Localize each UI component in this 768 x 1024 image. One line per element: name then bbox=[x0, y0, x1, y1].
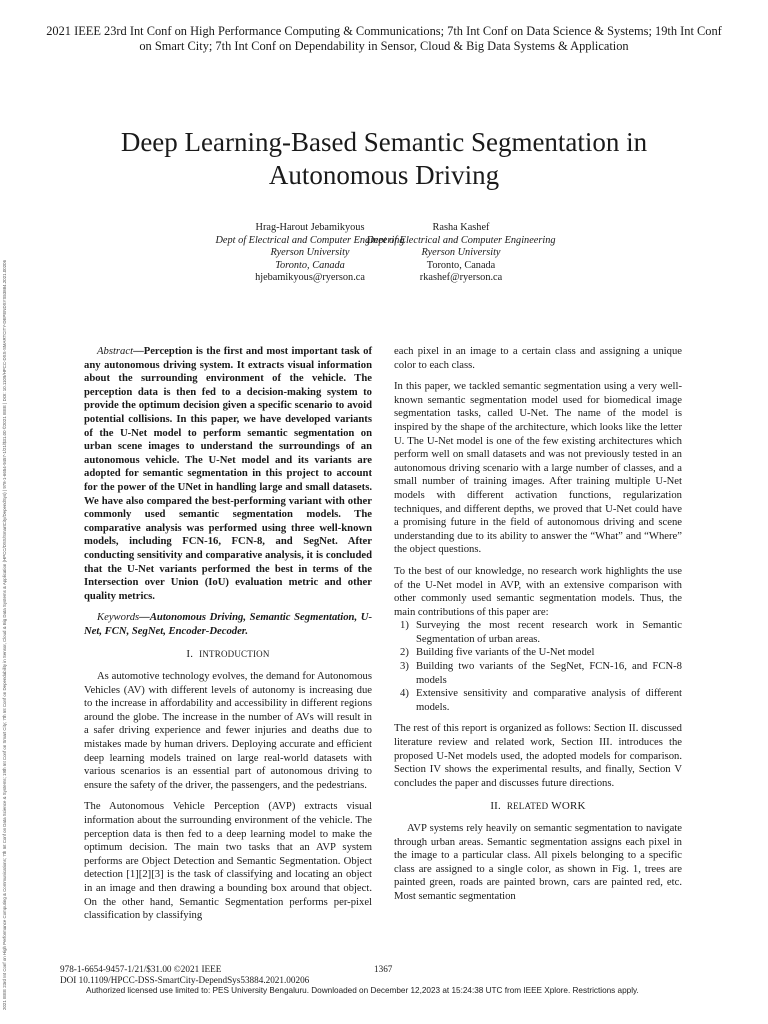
intro-paragraph: As automotive technology evolves, the demand for Autonomous Vehicles (AV) with different levels of autonomy is increasing due to the increase in affordability and accessibility in different regions around the globe. The increase in the number of AVs will result in a safer driving experience and fewer injuries and deaths due to mistakes made by human drivers. Deploying accurate and efficient deep learning models trained on large real-world datasets with various scenarios is an essential part of autonomous driving to ensure the safety of the driver, the passengers, and the pedestrians. bbox=[84, 671, 372, 791]
list-item bbox=[394, 646, 682, 660]
list-number: 4) bbox=[400, 688, 409, 700]
keywords bbox=[84, 611, 372, 638]
list-text: Extensive sensitivity and comparative analysis of different models. bbox=[416, 688, 682, 713]
author-city: Toronto, Canada bbox=[275, 259, 345, 271]
section-heading-introduction bbox=[84, 648, 372, 662]
section-number: II. bbox=[490, 800, 501, 813]
keywords-lead: Keywords bbox=[97, 612, 140, 624]
section-title: RELATED bbox=[506, 801, 549, 812]
author-email: hjebamikyous@ryerson.ca bbox=[255, 272, 365, 284]
list-number: 3) bbox=[400, 661, 409, 673]
list-number: 2) bbox=[400, 647, 409, 659]
list-text: Building two variants of the SegNet, FCN-16, and FCN-8 models bbox=[416, 661, 682, 686]
list-item bbox=[394, 619, 682, 646]
section-title: INTRODUCTION bbox=[199, 649, 270, 660]
list-item bbox=[394, 660, 682, 687]
related-paragraph: AVP systems rely heavily on semantic segmentation to navigate through urban areas. Semantic segmentation assigns each pixel in the image to a particular class. All pixels belonging to a specific class are assigned to a single color, as shown in Fig. 1, trees are painted green, roads are painted brown, cars are painted red, etc. Most semantic segmentation bbox=[394, 823, 682, 902]
paper-title: Deep Learning-Based Semantic Segmentation in Autonomous Driving bbox=[120, 127, 648, 190]
author-name: Hrag-Harout Jebamikyous bbox=[255, 222, 365, 233]
section-heading-related-work bbox=[394, 800, 682, 814]
author-dept: Dept of Electrical and Computer Engineering bbox=[366, 234, 556, 246]
list-item bbox=[394, 687, 682, 714]
license-notice: Authorized licensed use limited to: PES University Bengaluru. Downloaded on December 12,2023 at 15:24:38 UTC from IEEE Xplore. Restrictions apply. bbox=[86, 986, 639, 995]
intro-paragraph: The Autonomous Vehicle Perception (AVP) extracts visual information about the surrounding environment of the vehicle. The perception data is then fed to a deep learning model to make the optimum decision. The main two tasks that an AVP system performs are Object Detection and Semantic Segmentation. Object detection [1][2][3] is the task of classifying and locating an object in an image and then drawing a bounding box around that object. On the other hand, Semantic Segmentation performs per-pixel classification by classifying bbox=[84, 801, 372, 922]
author-university: Ryerson University bbox=[270, 247, 350, 259]
left-column bbox=[84, 345, 372, 931]
list-text: Building five variants of the U-Net model bbox=[416, 647, 595, 659]
organization-paragraph: The rest of this report is organized as follows: Section II. discussed literature review and related work, Section III. introduces the proposed U-Net models used, the adopted models for comparison. Section IV shows the experimental results, and finally, Section V concludes the paper and discusses future directions. bbox=[394, 723, 682, 789]
abstract-text: —Perception is the first and most important task of any autonomous driving system. It extracts visual information about the surrounding environment of the vehicle. The perception data is then fed to a decision-making system to provide the optimum decision given a specific scenario to avoid potential collisions. In this paper, we have developed variants of the U-Net model to perform semantic segmentation on urban scene images to understand the surroundings of an autonomous vehicle. The U-Net model and its variants are adopted for semantic segmentation in this project to account for the power of the UNet in handling large and small datasets. We have also compared the best-performing variant with other commonly used semantic segmentation models. The comparative analysis was performed using three well-known models, including FCN-16, FCN-8, and SegNet. After conducting sensitivity and comparative analysis, it is concluded that the U-Net variants performed the best in terms of the Intersection over Union (IoU) evaluation metric and other quality metrics. bbox=[84, 346, 372, 602]
author-block bbox=[366, 222, 556, 285]
body-paragraph: each pixel in an image to a certain class and assigning a unique color to each class. bbox=[394, 346, 682, 371]
keywords-text: —Autonomous Driving, Semantic Segmentation, U-Net, FCN, SegNet, Encoder-Decoder. bbox=[84, 612, 372, 637]
footer-isbn: 978-1-6654-9457-1/21/$31.00 ©2021 IEEE bbox=[60, 964, 222, 974]
author-city: Toronto, Canada bbox=[426, 259, 496, 271]
author-university: Ryerson University bbox=[421, 247, 501, 259]
section-title-suffix: WORK bbox=[551, 800, 586, 813]
page-number: 1367 bbox=[374, 964, 393, 974]
section-number: I. bbox=[186, 648, 194, 661]
abstract bbox=[84, 345, 372, 603]
body-paragraph: To the best of our knowledge, no research work highlights the use of the U-Net model in AVP, with an extensive comparison with other commonly used semantic segmentation models. Thus, the main contributions of this paper are: bbox=[394, 565, 682, 618]
author-dept: Dept of Electrical and Computer Engineering bbox=[215, 234, 405, 246]
footer-identifiers bbox=[60, 964, 309, 986]
body-paragraph: In this paper, we tackled semantic segmentation using a very well-known semantic segmentation model used for biomedical image segmentation tasks, called U-Net. The name of the model is inspired by the shape of the architecture, which looks like the letter U. The U-Net model is one of the few existing architectures which perform well on small datasets and was not previously tested in an autonomous driving scenario with a large number of classes, and a small number of training images. After training multiple U-Net models with different activation functions, regularization techniques, and different depths, we proved that U-Net could have a promising future in the field of autonomous driving and scene understanding due to its ability to answer the “What” and “Where” the object questions. bbox=[394, 381, 682, 556]
footer-doi: DOI 10.1109/HPCC-DSS-SmartCity-DependSys53884.2021.00206 bbox=[60, 975, 310, 985]
list-number: 1) bbox=[400, 620, 409, 632]
author-email: rkashef@ryerson.ca bbox=[419, 272, 503, 284]
list-text: Surveying the most recent research work in Semantic Segmentation of urban areas. bbox=[416, 620, 682, 645]
abstract-lead: Abstract bbox=[97, 346, 134, 357]
author-name: Rasha Kashef bbox=[432, 222, 490, 233]
right-column bbox=[394, 345, 682, 912]
side-citation-strip: 2021 IEEE 23rd Int Conf on High Performance Computing & Communications; 7th Int Conf on Data Science & Systems; 19th Int Conf on Smart City; 7th Int Conf on Dependability in Sensor, Cloud & Big Data Systems & Application (HPCC/DSS/SmartCity/DependSys) | 978-1-6654-9457-1/21/$31.00 ©2021 IEEE | DOI: 10.1109/HPCC-DSS-SMARTCITY-DEPENDSYS53884.2021.00206 bbox=[2, 259, 7, 1010]
contributions-list bbox=[394, 619, 682, 714]
conference-header: 2021 IEEE 23rd Int Conf on High Performance Computing & Communications; 7th Int Conf on Data Science & Systems; 19th Int Conf on Smart City; 7th Int Conf on Dependability in Sensor, Cloud & Big Data Systems & Application bbox=[46, 24, 722, 53]
